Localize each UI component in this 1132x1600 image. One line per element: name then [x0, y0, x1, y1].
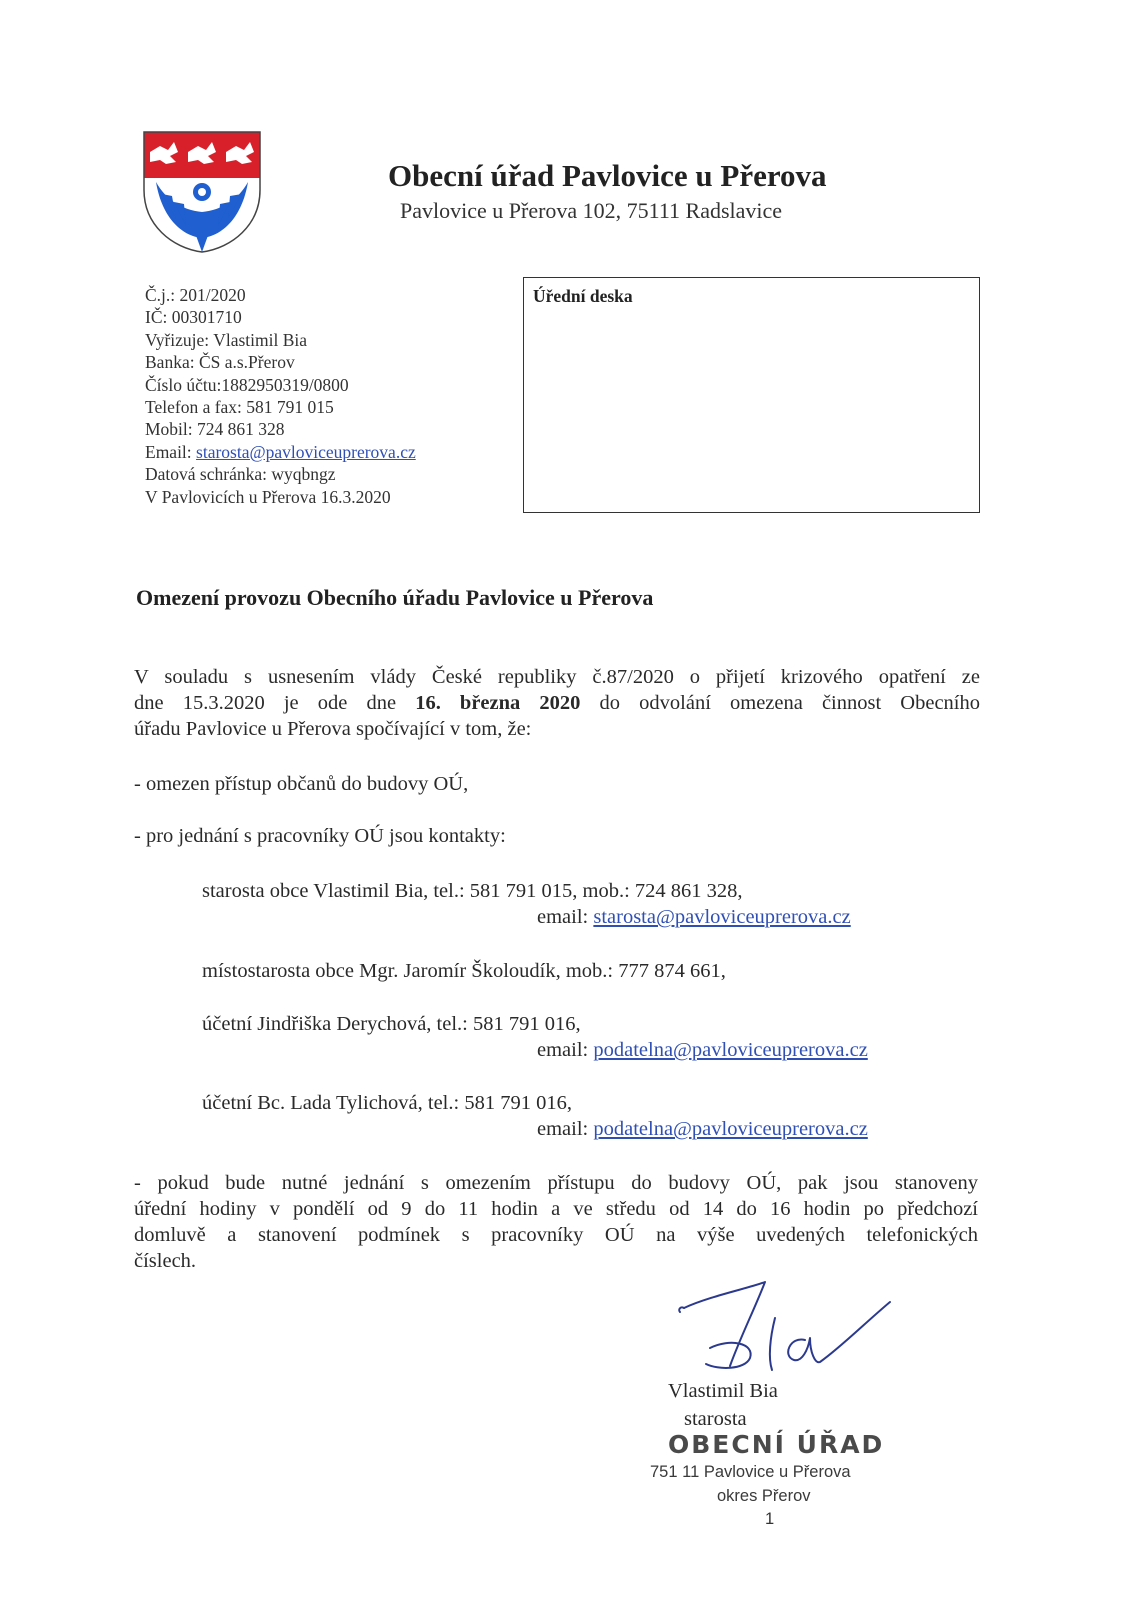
data-box: Datová schránka: wyqbngz — [145, 464, 336, 485]
email-label: email: — [537, 1039, 594, 1061]
bank: Banka: ČS a.s.Přerov — [145, 352, 295, 373]
signer-name: Vlastimil Bia — [668, 1380, 778, 1402]
mobile: Mobil: 724 861 328 — [145, 419, 285, 440]
case-number: Č.j.: 201/2020 — [145, 285, 246, 305]
contact-accountant-2-email — [537, 1116, 868, 1142]
email-link[interactable]: starosta@pavloviceuprerova.cz — [196, 441, 416, 462]
stamp-district: okres Přerov — [717, 1487, 811, 1505]
contact-accountant-1-email — [537, 1037, 868, 1063]
bullet-contacts: - pro jednání s pracovníky OÚ jsou kontakty: — [134, 825, 506, 847]
intro-line: V souladu s usnesením vlády České republiky č.87/2020 o přijetí krizového opatření ze — [134, 666, 980, 688]
stamp-address: 751 11 Pavlovice u Přerova — [650, 1463, 851, 1481]
email-label: email: — [537, 906, 594, 928]
stamp-title: OBECNÍ ÚŘAD — [668, 1430, 885, 1459]
intro-line: úřadu Pavlovice u Přerova spočívající v tom, že: — [134, 718, 532, 740]
email-label: Email: — [145, 441, 197, 462]
municipal-coat-of-arms — [142, 130, 262, 254]
company-id: IČ: 00301710 — [145, 307, 242, 328]
contact-mayor-email — [537, 904, 851, 930]
office-hours-line: číslech. — [134, 1250, 197, 1272]
signer-role: starosta — [684, 1408, 747, 1430]
office-hours-line: domluvě a stanovení podmínek s pracovníky OÚ na výše uvedených telefonických — [134, 1224, 978, 1246]
notice-board-label: Úřední deska — [533, 286, 633, 306]
bank-account: Číslo účtu:1882950319/0800 — [145, 374, 349, 395]
office-address: Pavlovice u Přerova 102, 75111 Radslavice — [400, 198, 783, 223]
office-hours-line: - pokud bude nutné jednání s omezením přístupu do budovy OÚ, pak jsou stanoveny — [134, 1172, 978, 1194]
office-hours-line: úřední hodiny v pondělí od 9 do 11 hodin a ve středu od 14 do 16 hodin po předchozí — [134, 1198, 978, 1220]
intro-text: do odvolání omezena činnost Obecního — [580, 692, 980, 714]
page-number: 1 — [765, 1510, 775, 1528]
subject-heading: Omezení provozu Obecního úřadu Pavlovice u Přerova — [136, 585, 654, 610]
email-label: email: — [537, 1118, 594, 1140]
phone-fax: Telefon a fax: 581 791 015 — [145, 396, 334, 417]
handwritten-signature — [670, 1278, 900, 1388]
intro-paragraph — [134, 664, 980, 742]
bullet-office-hours — [134, 1170, 978, 1274]
notice-board-box — [523, 277, 980, 513]
email-link[interactable]: podatelna@pavloviceuprerova.cz — [593, 1039, 868, 1061]
intro-text: dne 15.3.2020 je ode dne — [134, 692, 416, 714]
place-date: V Pavlovicích u Přerova 16.3.2020 — [145, 486, 391, 507]
intro-line — [134, 690, 980, 716]
handled-by: Vyřizuje: Vlastimil Bia — [145, 329, 308, 350]
contact-mayor: starosta obce Vlastimil Bia, tel.: 581 791 015, mob.: 724 861 328, — [202, 880, 743, 902]
contact-accountant-1: účetní Jindřiška Derychová, tel.: 581 791 016, — [202, 1013, 581, 1035]
contact-deputy-mayor: místostarosta obce Mgr. Jaromír Školoudík, mob.: 777 874 661, — [202, 960, 726, 982]
email-link[interactable]: podatelna@pavloviceuprerova.cz — [593, 1118, 868, 1140]
reference-block — [145, 284, 416, 508]
email-row — [145, 441, 416, 463]
effective-date: 16. března 2020 — [415, 692, 581, 714]
bullet-restricted-access: - omezen přístup občanů do budovy OÚ, — [134, 773, 469, 795]
office-name: Obecní úřad Pavlovice u Přerova — [388, 158, 827, 193]
contact-accountant-2: účetní Bc. Lada Tylichová, tel.: 581 791 016, — [202, 1092, 572, 1114]
email-link[interactable]: starosta@pavloviceuprerova.cz — [593, 906, 851, 928]
